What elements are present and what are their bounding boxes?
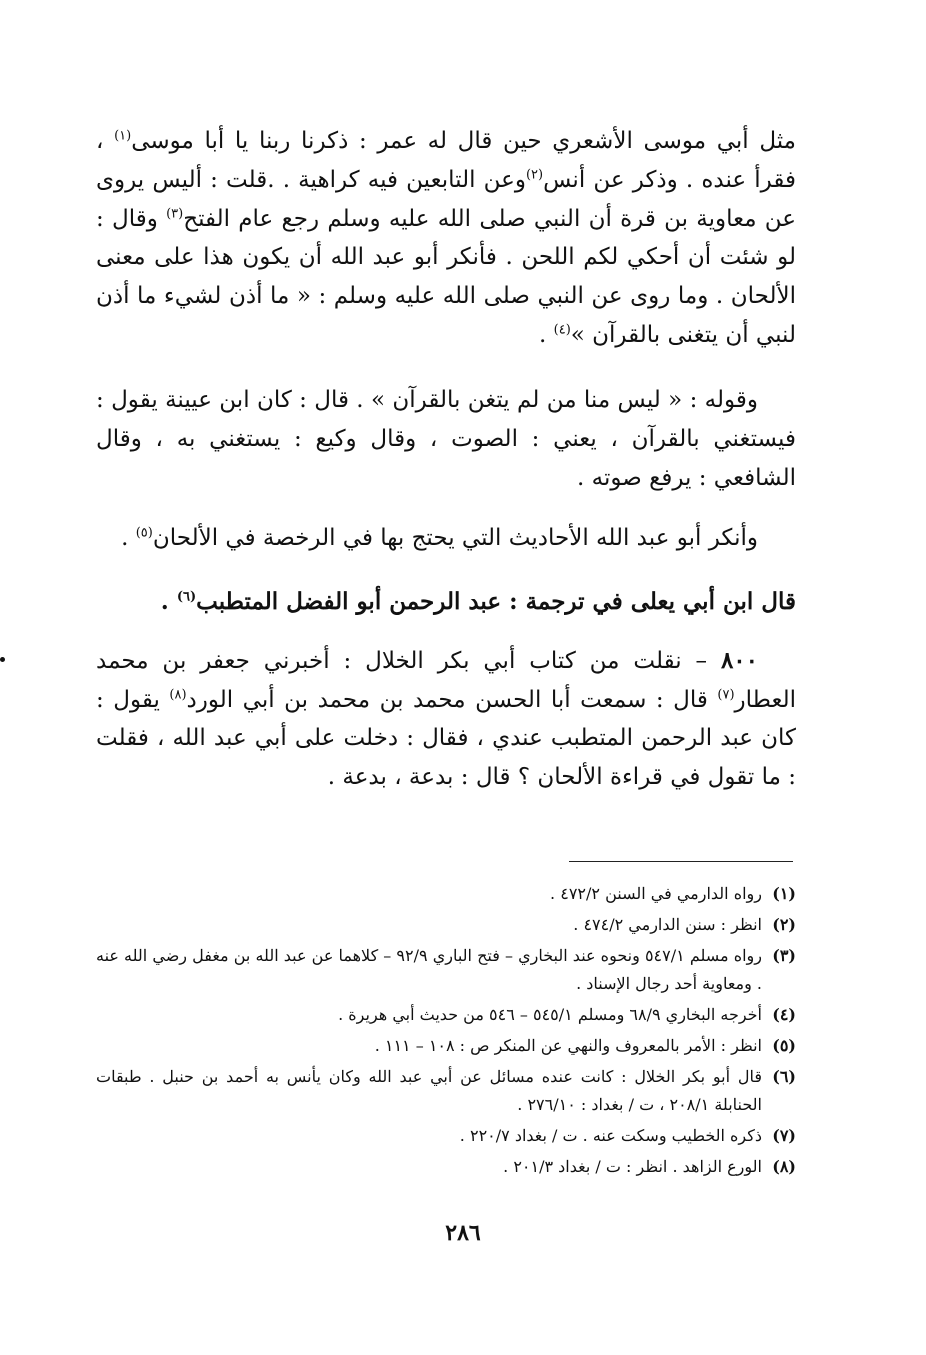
page-number: ٢٨٦ <box>445 1220 481 1246</box>
paragraph-text: وقال : لو شئت أن أحكي لكم اللحن . فأنكر أبو عبد الله أن يكون هذا على معنى الألحان . وما روى عن النبي صلى الله عليه وسلم : « ما أذن لشيء ما أذن لنبي أن يتغنى بالقرآن » <box>96 205 796 348</box>
footnote-number: (٤) <box>772 1005 796 1024</box>
paragraph-text: وعن التابعين فيه كراهية . .قلت : أليس يروى عن معاوية بن قرة أن النبي صلى الله عليه وسلم رجع عام الفتح <box>96 166 796 232</box>
footnote-number: (٥) <box>772 1036 796 1055</box>
paragraph-text: . <box>121 525 129 551</box>
footnote-ref[interactable]: (١) <box>114 128 132 144</box>
heading-text: . <box>160 588 169 615</box>
paragraph-text: . <box>539 321 547 348</box>
footnote-text: رواه مسلم ٥٤٧/١ ونحوه عند البخاري – فتح الباري ٩٢/٩ – كلاهما عن عبد الله بن مغفل رضي الله عنه . ومعاوية أحد رجال الإسناد . <box>96 946 763 993</box>
footnote-item <box>96 1122 796 1150</box>
footnote-text: أخرجه البخاري ٦٨/٩ ومسلم ٥٤٥/١ – ٥٤٦ من حديث أبي هريرة . <box>338 1005 762 1024</box>
footnote-divider <box>569 861 793 862</box>
margin-dot <box>0 657 5 662</box>
footnote-item <box>96 942 796 998</box>
paragraph-text: وقوله : « ليس منا من لم يتغن بالقرآن » . قال : كان ابن عيينة يقول : فيستغني بالقرآن ، يعني : الصوت ، وقال وكيع : يستغني به ، وقال الشافعي : يرفع صوته . <box>96 387 796 491</box>
footnote-text: ذكره الخطيب وسكت عنه . ت / بغداد ٢٢٠/٧ . <box>459 1126 762 1145</box>
footnote-number: (٧) <box>772 1126 796 1145</box>
footnote-number: (٦) <box>772 1067 796 1086</box>
footnote-ref[interactable]: (٦) <box>176 589 197 605</box>
footnote-text: انظر : سنن الدارمي ٤٧٤/٢ . <box>573 915 762 934</box>
footnote-number: (٨) <box>772 1157 796 1176</box>
paragraph-text: يقول : كان عبد الرحمن المتطبب عندي ، فقال : دخلت على أبي عبد الله ، فقلت : ما تقول في قراءة الألحان ؟ قال : بدعة ، بدعة . <box>96 686 796 790</box>
footnote-text: رواه الدارمي في السنن ٤٧٢/٢ . <box>550 884 762 903</box>
footnote-text: انظر : الأمر بالمعروف والنهي عن المنكر ص : ١٠٨ – ١١١ . <box>374 1036 762 1055</box>
footnote-ref[interactable]: (٢) <box>525 167 544 183</box>
heading-text: قال ابن أبي يعلى في ترجمة : عبد الرحمن أبو الفضل المتطبب <box>196 588 796 615</box>
paragraph-1 <box>96 122 796 355</box>
footnote-item <box>96 1063 796 1119</box>
footnote-item <box>96 1153 796 1181</box>
footnote-ref[interactable]: (٤) <box>553 322 571 338</box>
footnote-ref[interactable]: (٣) <box>166 205 184 221</box>
section-heading <box>96 583 796 622</box>
footnote-item <box>96 1032 796 1060</box>
paragraph-text: وأنكر أبو عبد الله الأحاديث التي يحتج بها في الرخصة في الألحان <box>152 525 758 551</box>
footnote-item <box>96 911 796 939</box>
paragraph-text: ، فقرأ عنده . وذكر عن أنس <box>96 128 797 193</box>
footnote-ref[interactable]: (٥) <box>135 525 153 541</box>
footnote-text: قال أبو بكر الخلال : كانت عنده مسائل عن أبي عبد الله وكان يأنس به أحمد بن حنبل . طبقات الحنابلة ٢٠٨/١ ، ت / بغداد : ٢٧٦/١٠ . <box>96 1067 762 1114</box>
footnote-number: (٣) <box>772 946 796 965</box>
footnotes-section <box>96 880 796 1184</box>
paragraph-text: قال : سمعت أبا الحسن محمد بن محمد بن أبي الورد <box>186 686 708 713</box>
footnote-ref[interactable]: (٧) <box>717 686 735 702</box>
entry-number: ٨٠٠ <box>720 647 758 674</box>
paragraph-text: – نقلت من كتاب أبي بكر الخلال : أخبرني جعفر بن محمد العطار <box>96 648 797 713</box>
footnote-text: الورع الزاهد . انظر : ت / بغداد ٢٠١/٣ . <box>503 1157 762 1176</box>
paragraph-3 <box>96 519 796 558</box>
paragraph-2 <box>96 381 796 497</box>
footnote-number: (٢) <box>772 915 796 934</box>
footnote-item <box>96 1001 796 1029</box>
paragraph-text: مثل أبي موسى الأشعري حين قال له عمر : ذكرنا ربنا يا أبا موسى <box>131 128 796 154</box>
footnote-ref[interactable]: (٨) <box>169 686 187 702</box>
footnote-item <box>96 880 796 908</box>
paragraph-5 <box>96 642 796 796</box>
footnote-number: (١) <box>772 884 796 903</box>
